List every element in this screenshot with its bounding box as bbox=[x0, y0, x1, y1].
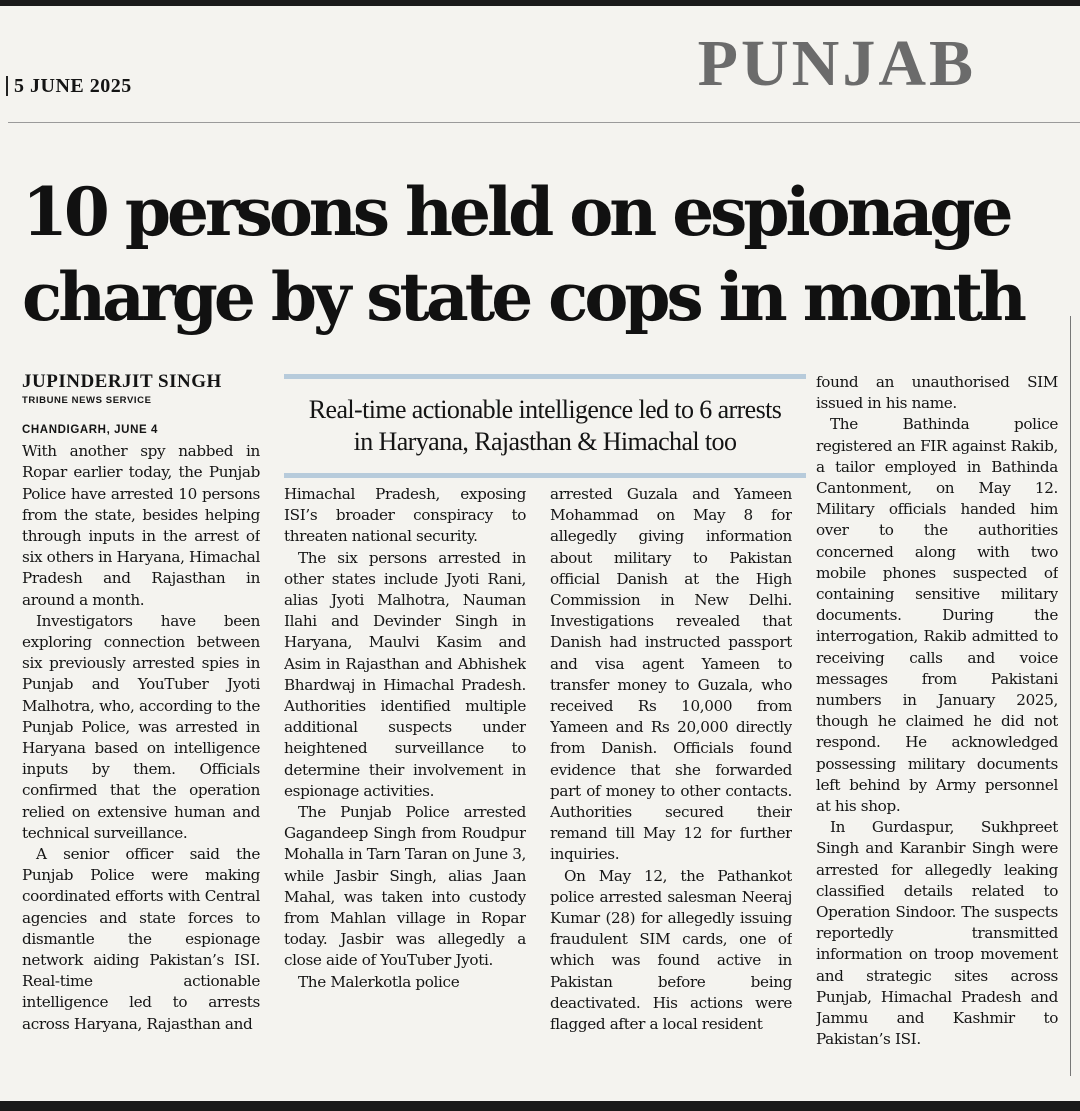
top-border bbox=[0, 0, 1080, 6]
strapline-line-1: Real-time actionable intelligence led to 6 arrests bbox=[308, 395, 782, 424]
column-4 bbox=[816, 372, 1058, 1088]
headline bbox=[22, 170, 1062, 340]
headline-line-1: 10 persons held on espionage bbox=[22, 173, 1010, 251]
paragraph: found an unauthorised SIM issued in his name. bbox=[816, 373, 1058, 413]
paragraph: The Punjab Police arrested Gagandeep Singh from Roudpur Mohalla in Tarn Taran on June 3, while Jasbir Singh, alias Jaan Mahal, was taken into custody from Mahlan village in Ropar today. Jasbir was allegedly a close aide of YouTuber Jyoti. bbox=[284, 803, 526, 970]
strapline-line-2: in Haryana, Rajasthan & Himachal too bbox=[353, 427, 737, 456]
issue-date: 5 JUNE 2025 bbox=[6, 76, 132, 96]
paragraph: In Gurdaspur, Sukhpreet Singh and Karanbir Singh were arrested for allegedly leaking classified details related to Operation Sindoor. The suspects reportedly transmitted information on troop movement and strategic sites across Punjab, Himachal Pradesh and Jammu and Kashmir to Pakistan’s ISI. bbox=[816, 818, 1058, 1049]
column-3 bbox=[550, 484, 792, 1088]
paragraph: With another spy nabbed in Ropar earlier today, the Punjab Police have arrested 10 persons from the state, besides helping through inputs in the arrest of six others in Haryana, Himachal Pradesh and Rajasthan in around a month. bbox=[22, 442, 260, 609]
paragraph: The six persons arrested in other states include Jyoti Rani, alias Jyoti Malhotra, Nauman Ilahi and Devinder Singh in Haryana, Maulvi Kasim and Asim in Rajasthan and Abhishek Bhardwaj in Himachal Pradesh. Authorities identified multiple additional suspects under heightened surveillance to determine their involvement in espionage activities. bbox=[284, 548, 526, 800]
paragraph: arrested Guzala and Yameen Mohammad on May 8 for allegedly giving information about military to Pakistan official Danish at the High Commission in New Delhi. Investigations revealed that Danish had instructed passport and visa agent Yameen to transfer money to Guzala, who received Rs 10,000 from Yameen and Rs 20,000 directly from Danish. Officials found evidence that she forwarded part of money to other contacts. Authorities secured their remand till May 12 for further inquiries. bbox=[550, 485, 792, 864]
strapline bbox=[284, 374, 806, 478]
column-1 bbox=[22, 420, 260, 1088]
paragraph: A senior officer said the Punjab Police were making coordinated efforts with Central agencies and state forces to dismantle the espionage network aiding Pakistan’s ISI. Real-time actionable intelligence led to arrests across Haryana, Rajasthan and bbox=[22, 845, 260, 1033]
paragraph: Himachal Pradesh, exposing ISI’s broader conspiracy to threaten national security. bbox=[284, 485, 526, 546]
headline-line-2: charge by state cops in month bbox=[22, 258, 1024, 336]
dateline: CHANDIGARH, JUNE 4 bbox=[22, 424, 159, 436]
section-title: PUNJAB bbox=[697, 27, 976, 100]
paragraph: On May 12, the Pathankot police arrested salesman Neeraj Kumar (28) for allegedly issuing fraudulent SIM cards, one of which was found active in Pakistan before being deactivated. His actions were flagged after a local resident bbox=[550, 866, 792, 1034]
header-rule bbox=[8, 122, 1080, 123]
bottom-border bbox=[0, 1101, 1080, 1111]
paragraph: The Bathinda police registered an FIR against Rakib, a tailor employed in Bathinda Cantonment, on May 12. Military officials handed him over to the authorities concerned along with two mobile phones suspected of containing sensitive military documents. During the interrogation, Rakib admitted to receiving calls and voice messages from Pakistani numbers in January 2025, though he claimed he did not respond. He acknowledged possessing military documents left behind by Army personnel at his shop. bbox=[816, 415, 1058, 816]
paragraph: The Malerkotla police bbox=[298, 972, 460, 991]
paragraph: Investigators have been exploring connection between six previously arrested spies in Punjab and YouTuber Jyoti Malhotra, who, according to the Punjab Police, was arrested in Haryana based on intelligence inputs by them. Officials confirmed that the operation relied on extensive human and technical surveillance. bbox=[22, 611, 260, 842]
news-service: TRIBUNE NEWS SERVICE bbox=[22, 395, 152, 406]
byline bbox=[22, 372, 222, 408]
author-name: JUPINDERJIT SINGH bbox=[22, 371, 222, 392]
right-margin-bar bbox=[1070, 316, 1080, 1076]
column-2 bbox=[284, 484, 526, 1088]
